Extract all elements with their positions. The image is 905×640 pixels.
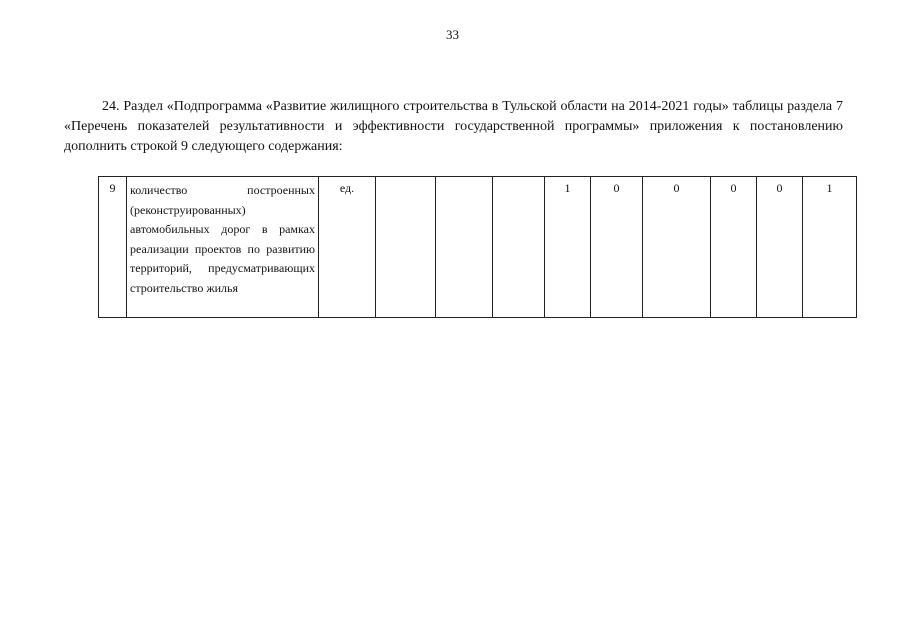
- value-cell: 0: [591, 177, 643, 318]
- value-cell: 0: [757, 177, 803, 318]
- row-number-cell: 9: [99, 177, 127, 318]
- amendment-paragraph: 24. Раздел «Подпрограмма «Развитие жилищного строительства в Тульской области на 2014-2021 годы» таблицы раздела 7 «Перечень показателей результативности и эффективности государственной программы» приложения к постановлению дополнить строкой 9 следующего содержания:: [64, 99, 843, 154]
- unit-cell: ед.: [319, 177, 376, 318]
- indicator-table: [98, 176, 857, 318]
- indicator-name-cell: количество построенных (реконструированных) автомобильных дорог в рамках реализации проектов по развитию территорий, предусматривающих строительство жилья: [127, 177, 319, 318]
- value-cell: 1: [545, 177, 591, 318]
- table-row: [99, 177, 857, 318]
- empty-cell: [436, 177, 493, 318]
- empty-cell: [493, 177, 545, 318]
- value-cell: 0: [643, 177, 711, 318]
- page-number: 33: [446, 27, 459, 42]
- value-cell: 1: [803, 177, 857, 318]
- empty-cell: [376, 177, 436, 318]
- value-cell: 0: [711, 177, 757, 318]
